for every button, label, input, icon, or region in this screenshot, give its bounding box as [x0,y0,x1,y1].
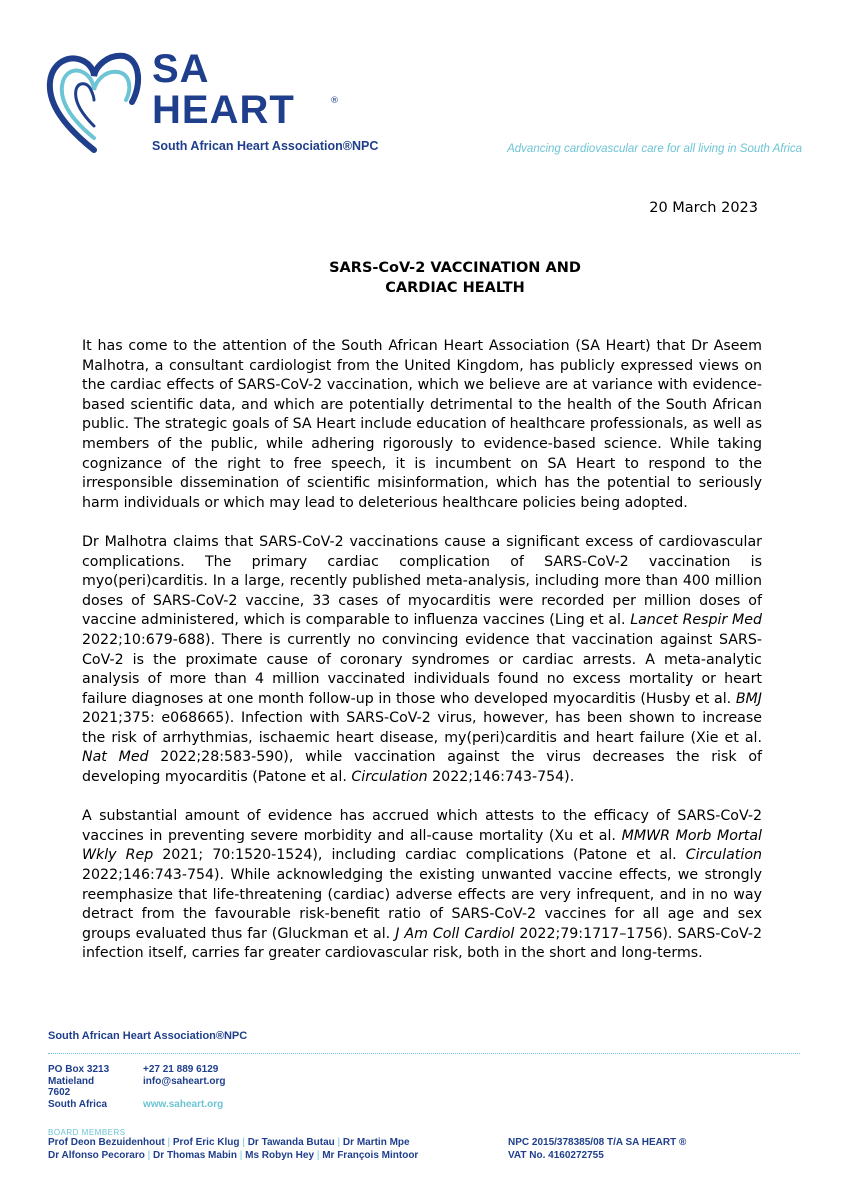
separator: | [242,1137,245,1148]
separator: | [167,1137,171,1148]
paragraph-1: It has come to the attention of the South African Heart Association (SA Heart) that Dr Aseem Malhotra, a consultant cardiologist from the United Kingdom, has publicly expressed views on the cardiac effects of SARS-CoV-2 vaccination, which we believe are at variance with evidence-based scientific data, and which are potentially detrimental to the health of the South African public. The strategic goals of SA Heart include education of healthcare professionals, as well as members of the public, while adhering rigorously to evidence-based science. While taking cognizance of the right to free speech, it is incumbent on SA Heart to respond to the irresponsible dissemination of scientific misinformation, which has the potential to seriously harm individuals or which may lead to deleterious healthcare policies being adopted. [82,338,762,511]
footer-org-name: South African Heart Association®NPC [48,1030,248,1042]
heart-logo-icon [44,46,144,158]
letter-body [82,337,762,984]
paragraph-3-text: 2021; 70:1520-1524), including cardiac complications (Patone et al. [153,847,686,864]
letter-footer [48,1030,808,1161]
board-member: Prof Eric Klug [172,1137,240,1148]
citation-journal: Nat Med [82,749,149,766]
separator: | [239,1149,243,1161]
citation-journal: J Am Coll Cardiol [395,925,515,942]
board-member: Ms Robyn Hey [245,1149,315,1161]
paragraph-2-text: 2022;28:583-590), while vaccination against the virus decreases the risk of developing myocarditis (Patone et al. [82,749,763,786]
citation-journal: Lancet Respir Med [630,612,763,629]
npc-number: NPC 2015/378385/08 T/A SA HEART ® [508,1137,687,1148]
separator: | [337,1137,341,1148]
board-member: Prof Deon Bezuidenhout [48,1137,165,1148]
board-row-1 [48,1137,418,1150]
citation-journal: Circulation [685,847,762,864]
title-line-1: SARS-CoV-2 VACCINATION AND [329,260,581,276]
board-member: Dr Thomas Mabin [153,1149,237,1161]
board-member: Dr Martin Mpe [342,1137,410,1148]
separator: | [316,1149,320,1161]
footer-website-link[interactable]: www.saheart.org [143,1098,224,1110]
footer-divider [48,1053,800,1054]
footer-contact [143,1064,226,1110]
header-tagline: Advancing cardiovascular care for all living in South Africa [507,143,802,155]
separator: | [147,1149,151,1161]
address-line: South Africa [48,1098,108,1110]
address-line: 7602 [48,1087,71,1098]
paragraph-2-text: 2022;10:679-688). There is currently no convincing evidence that vaccination against SARS-CoV-2 is the proximate cause of coronary syndromes or cardiac arrests. A meta-analytic analysis of more than 4 million vaccinated individuals found no excess mortality or heart failure diagnoses at one month follow-up in those who developed myocarditis (Husby et al. [82,631,762,707]
board-row-2 [48,1150,418,1163]
paragraph-2-text: Dr Malhotra claims that SARS-CoV-2 vaccinations cause a significant excess of cardiovascular complications. The primary cardiac complication of SARS-CoV-2 vaccination is myo(peri)carditis. In a large, recently published meta-analysis, including more than 400 million doses of SARS-CoV-2 vaccine, 33 cases of myocarditis were recorded per million doses of vaccine administered, which is comparable to influenza vaccines (Ling et al. [82,533,762,629]
board-member: Dr Alfonso Pecoraro [48,1149,145,1161]
paragraph-3 [82,807,762,964]
paragraph-3-text: A substantial amount of evidence has accrued which attests to the efficacy of SARS-CoV-2 vaccines in preventing severe morbidity and all-cause mortality (Xu et al. [82,808,762,844]
address-line: PO Box 3213 [48,1064,110,1075]
paragraph-3-text: 2022;146:743-754). While acknowledging the existing unwanted vaccine effects, we strongly reemphasize that life-threatening (cardiac) adverse effects are very infrequent, and in no way detract from the favourable risk-benefit ratio of SARS-CoV-2 vaccines for all age and sex groups evaluated thus far (Gluckman et al. [82,867,762,942]
citation-journal: MMWR Morb Mortal Wkly Rep [82,827,762,864]
citation-journal: Circulation [351,769,428,786]
logo-subtitle: South African Heart Association®NPC [152,139,379,153]
citation-journal: BMJ [735,690,762,707]
board-members-list [48,1137,418,1162]
board-member: Dr Tawanda Butau [247,1137,335,1148]
paragraph-3-text: 2022;79:1717–1756). SARS-CoV-2 infection itself, carries far greater cardiovascular risk, both in the short and long-terms. [82,925,762,962]
logo-text-sa: SA [152,47,210,91]
logo-registered-mark: ® [330,96,339,106]
vat-number: VAT No. 4160272755 [508,1149,604,1161]
paragraph-2-text: 2022;146:743-754). [427,769,575,786]
letter-title [0,258,850,298]
title-line-2: CARDIAC HEALTH [385,280,525,296]
footer-email[interactable]: info@saheart.org [143,1075,226,1087]
footer-address [48,1064,109,1110]
letter-date: 20 March 2023 [649,200,758,216]
paragraph-2 [82,533,762,788]
logo-text-heart: HEART [152,88,295,132]
footer-phone: +27 21 889 6129 [143,1064,219,1075]
sa-heart-logo [44,46,404,161]
paragraph-2-text: 2021;375: e068665). Infection with SARS-CoV-2 virus, however, has been shown to increase the risk of arrhythmias, ischaemic heart disease, my(peri)carditis and heart failure (Xie et al. [82,710,762,746]
address-line: Matieland [48,1075,95,1087]
board-member: Mr François Mintoor [322,1149,419,1161]
board-members-heading: BOARD MEMBERS [48,1128,126,1137]
company-registration [508,1137,686,1162]
